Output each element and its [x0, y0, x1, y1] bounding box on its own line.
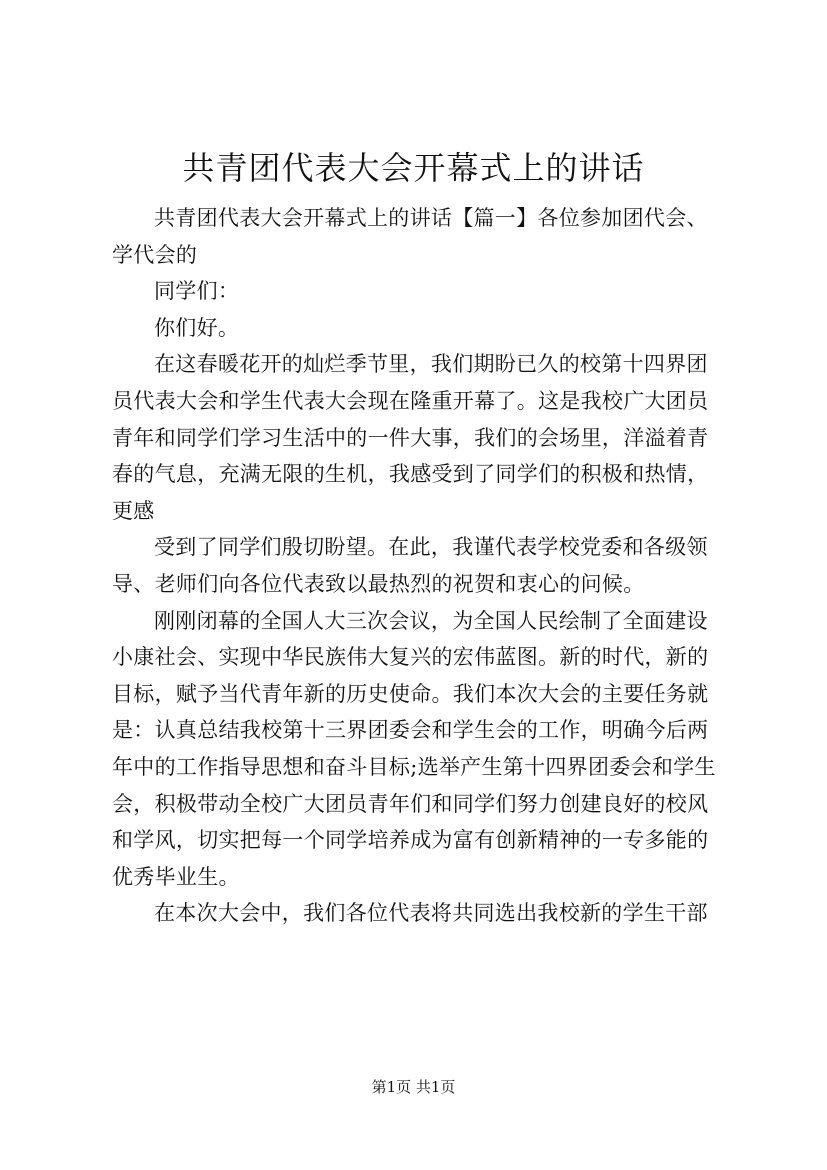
document-body — [112, 200, 724, 932]
document-title: 共青团代表大会开幕式上的讲话 — [182, 149, 645, 187]
paragraph: 在这春暖花开的灿烂季节里，我们期盼已久的校第十四界团员代表大会和学生代表大会现在隆重开幕了。这是我校广大团员青年和同学们学习生活中的一件大事，我们的会场里，洋溢着青春的气息，充满无限的生机，我感受到了同学们的积极和热情，更感 — [112, 352, 709, 523]
paragraph: 共青团代表大会开幕式上的讲话【篇一】各位参加团代会、学代会的 — [112, 206, 708, 267]
paragraph: 刚刚闭幕的全国人大三次会议，为全国人民绘制了全面建设小康社会、实现中华民族伟大复兴的宏伟蓝图。新的时代，新的目标，赋予当代青年新的历史使命。我们本次大会的主要任务就是：认真总结我校第十三界团委会和学生会的工作，明确今后两年中的工作指导思想和奋斗目标;选举产生第十四界团委会和学生会，积极带动全校广大团员青年们和同学们努力创建良好的校风和学风，切实把每一个同学培养成为富有创新精神的一专多能的优秀毕业生。 — [112, 608, 716, 889]
paragraph: 同学们： — [154, 279, 240, 304]
paragraph: 你们好。 — [154, 315, 240, 340]
page-number-footer: 第1页 共1页 — [371, 1078, 456, 1096]
paragraph: 受到了同学们殷切盼望。在此，我谨代表学校党委和各级领导、老师们向各位代表致以最热烈的祝贺和衷心的问候。 — [112, 535, 708, 596]
paragraph: 在本次大会中，我们各位代表将共同选出我校新的学生干部 — [154, 901, 708, 926]
